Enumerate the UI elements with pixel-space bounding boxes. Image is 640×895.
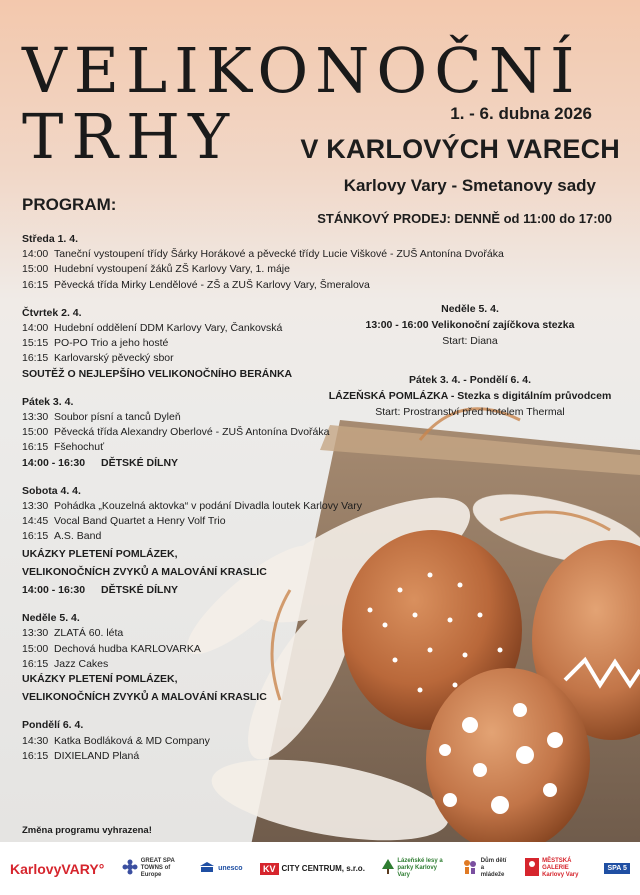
row-text: A.S. Band bbox=[54, 530, 102, 543]
day-monday bbox=[22, 718, 412, 764]
event-place: Karlovy Vary - Smetanovy sady bbox=[343, 176, 596, 195]
side-event-pomlazka bbox=[300, 372, 640, 420]
city-centrum-logo bbox=[260, 863, 365, 875]
row-text: Taneční vystoupení třídy Šárky Horákové a pěvecké třídy Lucie Viškové - ZUŠ Antonína Dvořáka bbox=[54, 248, 504, 261]
row-text: Pěvecká třída Alexandry Oberlové - ZUŠ Antonína Dvořáka bbox=[54, 426, 330, 439]
great-spa-towns-logo bbox=[122, 858, 182, 879]
highlight-line: SOUTĚŽ O NEJLEPŠÍHO VELIKONOČNÍHO BERÁNKA bbox=[22, 367, 293, 380]
row-time: 15:00 bbox=[22, 263, 49, 276]
row-text: DIXIELAND Planá bbox=[54, 749, 140, 762]
unesco-text: unesco bbox=[218, 865, 243, 872]
day-title: Čtvrtek 2. 4. bbox=[22, 306, 82, 319]
row-text: ZLATÁ 60. léta bbox=[54, 627, 124, 640]
change-note: Změna programu vyhrazena! bbox=[22, 825, 152, 836]
side-event-start: Start: Diana bbox=[442, 335, 498, 347]
day-sunday bbox=[22, 611, 412, 705]
highlight-line: VELIKONOČNÍCH ZVYKŮ A MALOVÁNÍ KRASLIC bbox=[22, 565, 267, 578]
program-row bbox=[22, 657, 412, 672]
row-time: 16:15 bbox=[22, 441, 49, 454]
row-text: Fšehochuť bbox=[54, 441, 105, 454]
spa-text: SPA 5 bbox=[607, 865, 627, 872]
program-row bbox=[22, 749, 412, 764]
spa-logo bbox=[604, 863, 629, 874]
row-time: 14:00 bbox=[22, 248, 49, 261]
dum-deti-text: Dům dětí a mládeže bbox=[480, 858, 507, 878]
row-text: Soubor písní a tanců Dyleň bbox=[54, 411, 181, 424]
stall-hours: STÁNKOVÝ PRODEJ: DENNĚ od 11:00 do 17:00 bbox=[317, 211, 612, 226]
day-title: Pondělí 6. 4. bbox=[22, 719, 84, 732]
workshop-row bbox=[22, 456, 412, 471]
program-row bbox=[22, 514, 412, 529]
row-time: 14:45 bbox=[22, 515, 49, 528]
flower-icon bbox=[122, 859, 138, 878]
mestska-galerie-logo bbox=[525, 858, 587, 879]
highlight-line: UKÁZKY PLETENÍ POMLÁZEK, bbox=[22, 673, 178, 686]
row-time: 13:30 bbox=[22, 411, 49, 424]
side-event-main: 13:00 - 16:00 Velikonoční zajíčkova stezka bbox=[365, 319, 575, 331]
workshop-row bbox=[22, 583, 412, 598]
day-title: Sobota 4. 4. bbox=[22, 484, 81, 497]
program-row bbox=[22, 642, 412, 657]
side-event-title: Neděle 5. 4. bbox=[441, 303, 499, 315]
side-event-title: Pátek 3. 4. - Pondělí 6. 4. bbox=[409, 374, 531, 386]
city-centrum-text: CITY CENTRUM, s.r.o. bbox=[281, 864, 365, 873]
program-row bbox=[22, 262, 412, 277]
partner-logos bbox=[0, 842, 640, 895]
row-time: 15:00 bbox=[22, 426, 49, 439]
tree-icon bbox=[382, 859, 394, 878]
side-event-main: LÁZEŇSKÁ POMLÁZKA - Stezka s digitálním průvodcem bbox=[328, 390, 612, 402]
row-time: 14:00 - 16:30 bbox=[22, 456, 86, 469]
row-text: Pohádka „Kouzelná aktovka“ v podání Divadla loutek Karlovy Vary bbox=[54, 500, 362, 513]
row-time: 14:30 bbox=[22, 734, 49, 747]
title-line-1: VELIKONOČNÍ bbox=[22, 34, 582, 107]
row-text: Jazz Cakes bbox=[54, 657, 109, 670]
lazenske-lesy-text: Lázeňské lesy a parky Karlovy Vary bbox=[397, 858, 443, 878]
program-row bbox=[22, 425, 412, 440]
row-time: 15:15 bbox=[22, 337, 49, 350]
day-saturday bbox=[22, 484, 412, 598]
row-time: 14:00 - 16:30 bbox=[22, 584, 86, 597]
program-row bbox=[22, 529, 412, 544]
side-event-trail bbox=[300, 301, 640, 349]
karlovy-vary-logo bbox=[10, 861, 104, 877]
program-row bbox=[22, 440, 412, 455]
karlovy-vary-wordmark: KarlovyVARY° bbox=[10, 860, 105, 877]
temple-icon bbox=[199, 862, 215, 876]
program-row bbox=[22, 499, 412, 514]
program-row bbox=[22, 247, 504, 262]
lazenske-lesy-logo bbox=[382, 858, 444, 879]
day-wednesday bbox=[22, 232, 504, 293]
highlight-line: UKÁZKY PLETENÍ POMLÁZEK, bbox=[22, 547, 178, 560]
day-title: Pátek 3. 4. bbox=[22, 395, 74, 408]
row-text: Pěvecká třída Mirky Lendělové - ZŠ a ZUŠ Karlovy Vary, Šmeralova bbox=[54, 278, 370, 291]
children-icon bbox=[462, 859, 478, 878]
program-row bbox=[22, 351, 412, 366]
row-text: Dechová hudba KARLOVARKA bbox=[54, 642, 201, 655]
side-event-start: Start: Prostranství před hotelem Thermal bbox=[375, 406, 565, 418]
mestska-galerie-text: MĚSTSKÁ GALERIE Karlovy Vary bbox=[542, 858, 579, 878]
program-heading: PROGRAM: bbox=[22, 195, 117, 214]
row-text: Vocal Band Quartet a Henry Volf Trio bbox=[54, 515, 226, 528]
great-spa-text: GREAT SPA TOWNS of Europe bbox=[140, 858, 175, 878]
day-title: Neděle 5. 4. bbox=[22, 612, 80, 625]
program-row bbox=[22, 734, 412, 749]
row-text: DĚTSKÉ DÍLNY bbox=[101, 584, 179, 597]
row-time: 15:00 bbox=[22, 642, 49, 655]
row-time: 16:15 bbox=[22, 657, 49, 670]
row-text: PO-PO Trio a jeho hosté bbox=[54, 337, 169, 350]
unesco-logo bbox=[199, 862, 243, 876]
event-date: 1. - 6. dubna 2026 bbox=[450, 104, 592, 123]
program-row bbox=[22, 626, 412, 641]
gallery-icon bbox=[525, 858, 539, 879]
highlight-line: VELIKONOČNÍCH ZVYKŮ A MALOVÁNÍ KRASLIC bbox=[22, 691, 267, 704]
kv-badge: KV bbox=[260, 863, 279, 875]
day-title: Středa 1. 4. bbox=[22, 233, 79, 245]
row-text: Hudební oddělení DDM Karlovy Vary, Čankovská bbox=[54, 322, 283, 335]
row-text: Karlovarský pěvecký sbor bbox=[54, 352, 174, 365]
row-text: Hudební vystoupení žáků ZŠ Karlovy Vary, 1. máje bbox=[54, 263, 290, 276]
row-time: 16:15 bbox=[22, 749, 49, 762]
row-time: 13:30 bbox=[22, 500, 49, 513]
row-text: Katka Bodláková & MD Company bbox=[54, 734, 210, 747]
row-time: 13:30 bbox=[22, 627, 49, 640]
row-time: 14:00 bbox=[22, 322, 49, 335]
program-row bbox=[22, 278, 412, 293]
row-time: 16:15 bbox=[22, 352, 49, 365]
title-line-2: TRHY bbox=[22, 100, 238, 173]
row-text: DĚTSKÉ DÍLNY bbox=[101, 456, 179, 469]
row-time: 16:15 bbox=[22, 530, 49, 543]
dum-deti-logo bbox=[462, 858, 508, 879]
row-time: 16:15 bbox=[22, 278, 49, 291]
event-city: V KARLOVÝCH VARECH bbox=[300, 134, 620, 164]
